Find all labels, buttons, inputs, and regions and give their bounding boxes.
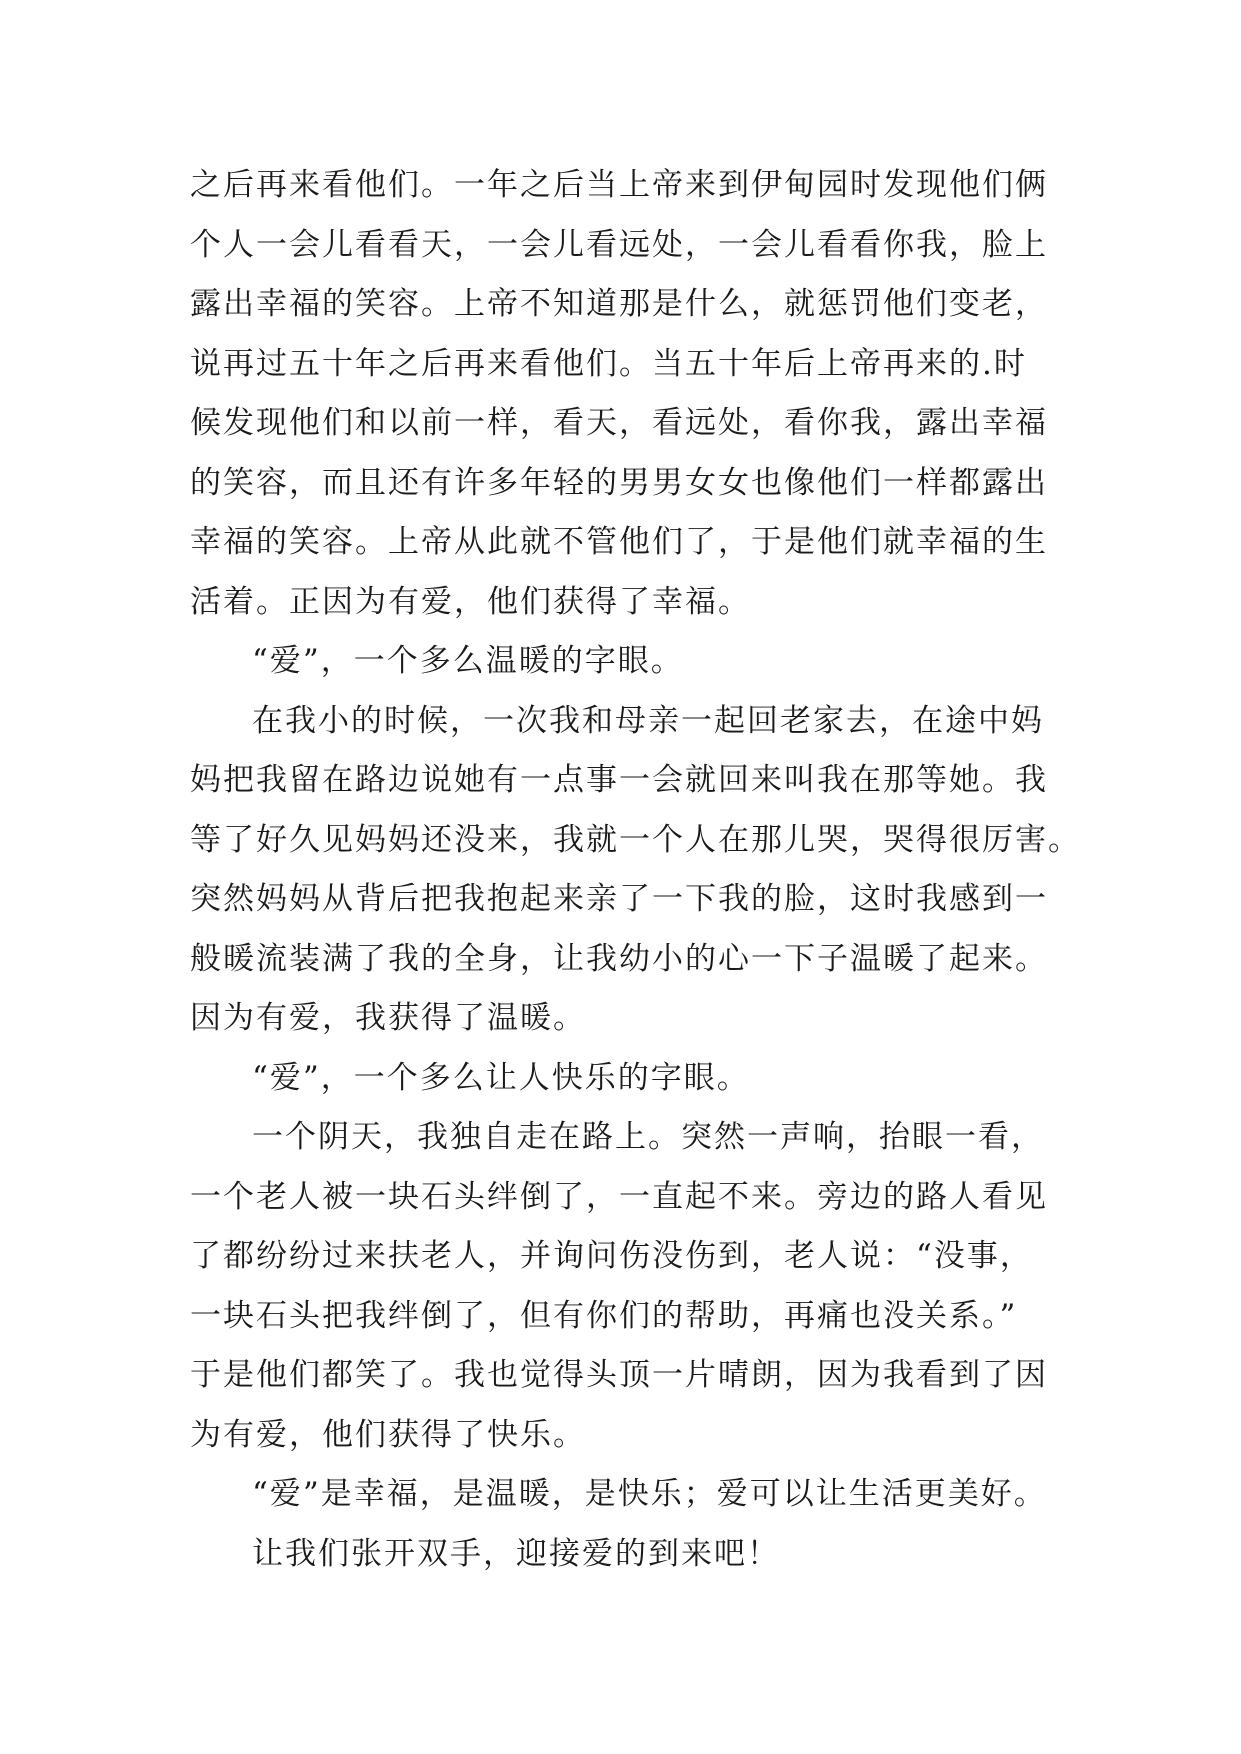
text-line: 了都纷纷过来扶老人，并询问伤没伤到，老人说：“没事， <box>190 1238 1033 1274</box>
text-line: 露出幸福的笑容。上帝不知道那是什么，就惩罚他们变老， <box>190 286 1048 322</box>
text-line: 一块石头把我绊倒了，但有你们的帮助，再痛也没关系。” <box>190 1297 1018 1334</box>
text-line: 妈把我留在路边说她有一点事一会就回来叫我在那等她。我 <box>190 762 1048 798</box>
conclusion-line: “爱”是幸福，是温暖，是快乐；爱可以让生活更美好。 <box>252 1476 1047 1512</box>
text-line: 的笑容，而且还有许多年轻的男男女女也像他们一样都露出 <box>190 464 1048 501</box>
text-line: 在我小的时候，一次我和母亲一起回老家去，在途中妈 <box>252 702 1044 739</box>
text-line: 候发现他们和以前一样，看天，看远处，看你我，露出幸福 <box>190 405 1048 441</box>
text-line: 为有爱，他们获得了快乐。 <box>190 1416 586 1453</box>
text-line: 幸福的笑容。上帝从此就不管他们了，于是他们就幸福的生 <box>190 524 1048 560</box>
text-line: 一个老人被一块石头绊倒了，一直起不来。旁边的路人看见 <box>190 1178 1048 1215</box>
text-line: 个人一会儿看看天，一会儿看远处，一会儿看看你我，脸上 <box>190 226 1048 263</box>
text-line: 突然妈妈从背后把我抱起来亲了一下我的脸，这时我感到一 <box>190 881 1048 917</box>
text-line: 等了好久见妈妈还没来，我就一个人在那儿哭，哭得很厉害。 <box>190 821 1081 858</box>
text-line: 般暖流装满了我的全身，让我幼小的心一下子温暖了起来。 <box>190 940 1048 977</box>
paragraph-heading: “爱”，一个多么让人快乐的字眼。 <box>252 1059 750 1096</box>
text-line: 一个阴天，我独自走在路上。突然一声响，抬眼一看， <box>252 1119 1044 1155</box>
paragraph-heading: “爱”，一个多么温暖的字眼。 <box>252 643 684 679</box>
text-line: 因为有爱，我获得了温暖。 <box>190 1000 586 1036</box>
text-line: 活着。正因为有爱，他们获得了幸福。 <box>190 583 751 620</box>
text-line: 说再过五十年之后再来看他们。当五十年后上帝再来的.时 <box>190 345 1027 382</box>
essay-body <box>190 156 1081 1584</box>
closing-line: 让我们张开双手，迎接爱的到来吧！ <box>252 1535 780 1572</box>
text-line: 之后再来看他们。一年之后当上帝来到伊甸园时发现他们俩 <box>190 167 1048 203</box>
text-line: 于是他们都笑了。我也觉得头顶一片晴朗，因为我看到了因 <box>190 1357 1048 1393</box>
